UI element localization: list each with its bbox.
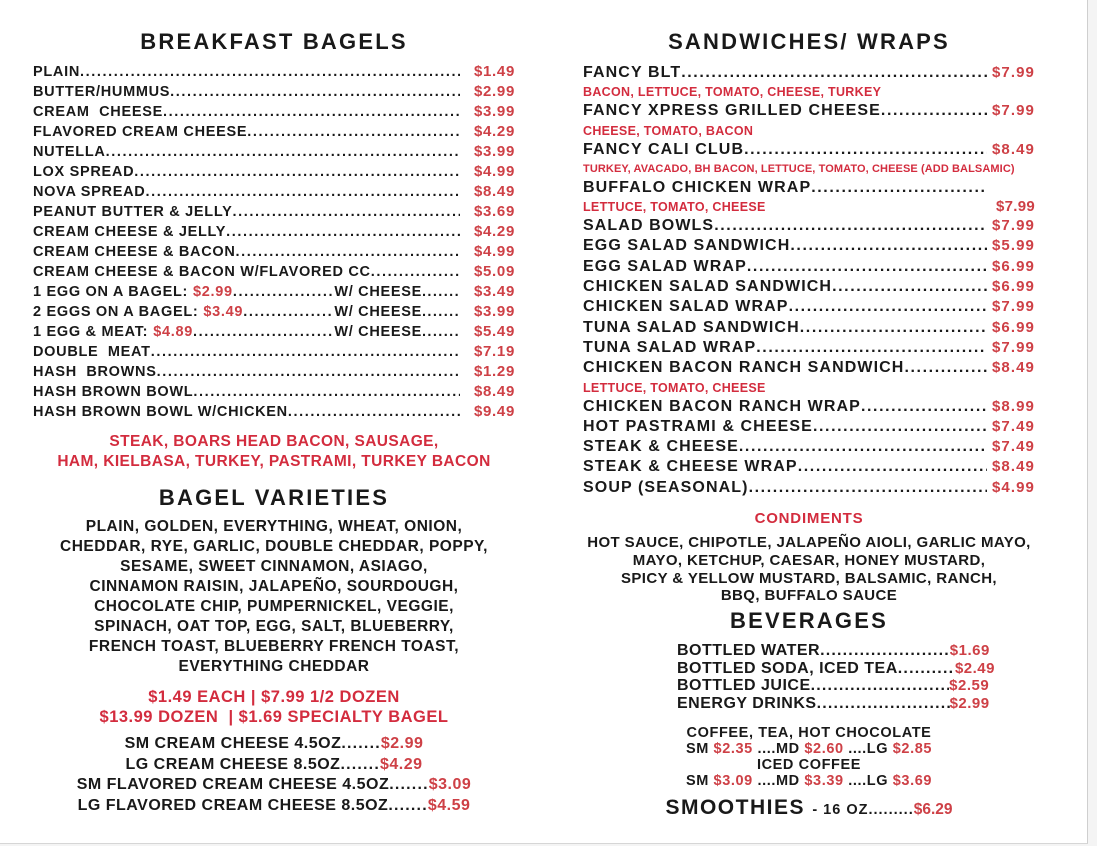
item-name: FANCY XPRESS GRILLED CHEESE — [583, 102, 881, 120]
size-label: SM — [685, 741, 714, 758]
dotted-leader — [747, 257, 987, 277]
item-price: $6.99 — [991, 257, 1035, 275]
item-price: $1.29 — [473, 363, 515, 380]
item-price: $7.99 — [991, 338, 1035, 356]
item-price: $2.99 — [380, 735, 424, 752]
item-price: $2.49 — [954, 659, 995, 677]
menu-item-row — [33, 122, 515, 142]
item-price: $7.99 — [995, 198, 1035, 216]
dotted-leader — [226, 222, 460, 242]
menu-item-row — [33, 362, 515, 382]
menu-item-row — [33, 242, 515, 262]
menu-item-row — [33, 342, 515, 362]
smoothies-item — [583, 796, 1035, 820]
menu-item-row — [33, 162, 515, 182]
item-description-row — [583, 122, 1035, 140]
condiment-line: MAYO, KETCHUP, CAESAR, HONEY MUSTARD, — [632, 551, 986, 569]
bagel-varieties-list — [33, 517, 515, 677]
item-description: CHEESE, TOMATO, BACON — [583, 123, 754, 138]
dotted-leader — [145, 182, 460, 202]
size-label: SM — [685, 773, 714, 790]
menu-item-row — [583, 257, 1035, 277]
item-price: $4.59 — [427, 796, 471, 814]
item-price: $5.09 — [473, 263, 515, 280]
item-name: PEANUT BUTTER & JELLY — [33, 204, 233, 220]
dotted-leader — [789, 297, 987, 317]
item-name: CREAM CHEESE & BACON — [33, 244, 236, 260]
item-price: $4.29 — [379, 755, 423, 773]
size-price: $3.09 — [713, 773, 753, 790]
cream-cheese-row — [33, 755, 515, 776]
item-name: HASH BROWN BOWL W/CHICKEN — [33, 404, 288, 420]
item-name: LOX SPREAD — [33, 164, 135, 180]
dotted-leader — [80, 62, 460, 82]
item-name: FANCY BLT — [583, 64, 682, 81]
menu-item-row — [583, 437, 1035, 457]
dotted-leader — [820, 642, 950, 660]
item-name: CHICKEN SALAD SANDWICH — [583, 278, 833, 296]
item-description: LETTUCE, TOMATO, CHEESE — [583, 380, 766, 395]
beverages-title: BEVERAGES — [730, 608, 888, 634]
menu-item-row — [33, 282, 515, 302]
item-price: $1.69 — [949, 642, 990, 660]
dotted-leader — [193, 382, 460, 402]
dotted-leader — [832, 277, 987, 297]
dotted-leader — [371, 262, 460, 282]
dotted-leader — [233, 282, 335, 302]
item-name: LG CREAM CHEESE 8.5OZ — [125, 755, 341, 773]
dotted-leader — [157, 362, 460, 382]
item-price: $3.99 — [473, 143, 515, 160]
item-price: $7.49 — [991, 417, 1035, 435]
item-description-row — [583, 83, 1035, 101]
menu-item-row — [583, 101, 1035, 121]
dotted-leader — [813, 417, 987, 437]
size-label: ....MD — [752, 773, 805, 790]
item-price: $8.99 — [991, 397, 1035, 415]
item-name: BUFFALO CHICKEN WRAP — [583, 178, 812, 196]
menu-item-row — [583, 236, 1035, 256]
item-name: BUTTER/HUMMUS — [33, 84, 171, 100]
menu-item-row — [33, 402, 515, 422]
item-inline-price: $3.49 — [203, 304, 244, 320]
item-price: $2.59 — [949, 677, 990, 695]
right-column — [583, 30, 1035, 820]
item-description-row — [583, 160, 1035, 178]
size-price: $3.69 — [892, 773, 933, 790]
item-price: $1.49 — [473, 63, 515, 80]
item-description-row — [583, 379, 1035, 397]
item-price: $7.99 — [991, 298, 1035, 316]
item-name: STEAK & CHEESE — [583, 438, 739, 456]
size-price: $2.35 — [713, 741, 753, 758]
item-price: $7.49 — [991, 438, 1035, 456]
item-price: $8.49 — [991, 140, 1035, 158]
item-inline-price: $2.99 — [193, 284, 233, 300]
menu-item-row — [583, 417, 1035, 437]
dotted-leader — [170, 82, 460, 102]
dotted-leader — [193, 322, 334, 342]
item-price: $7.99 — [991, 64, 1035, 81]
menu-item-row — [33, 322, 515, 342]
item-description: TURKEY, AVACADO, BH BACON, LETTUCE, TOMATO, CHEESE (ADD BALSAMIC) — [583, 162, 1015, 175]
dotted-leader — [749, 478, 987, 498]
dotted-leader — [790, 236, 987, 256]
item-mid-label: W/ CHEESE — [334, 324, 422, 340]
item-name: LG FLAVORED CREAM CHEESE 8.5OZ — [77, 796, 389, 814]
menu-item-row — [583, 63, 1035, 83]
item-price: $6.99 — [991, 318, 1035, 336]
item-name: HASH BROWNS — [33, 364, 157, 380]
beverages-list — [677, 642, 995, 712]
item-price: $2.99 — [473, 83, 515, 100]
dotted-leader — [681, 63, 987, 83]
item-price: $4.29 — [473, 123, 515, 140]
cream-cheese-pricing — [33, 734, 515, 816]
item-name: ENERGY DRINKS — [677, 694, 817, 712]
item-price: $4.99 — [473, 243, 515, 260]
dotted-leader — [811, 178, 987, 198]
item-name: TUNA SALAD WRAP — [583, 338, 757, 356]
item-name: NOVA SPREAD — [33, 184, 146, 200]
item-price: $3.99 — [473, 303, 515, 320]
item-name: SM FLAVORED CREAM CHEESE 4.5OZ — [76, 776, 390, 793]
item-name: BOTTLED SODA, ICED TEA — [677, 659, 898, 677]
item-name: HASH BROWN BOWL — [33, 384, 194, 400]
item-mid-label: W/ CHEESE — [334, 284, 422, 300]
meat-note-line: HAM, KIELBASA, TURKEY, PASTRAMI, TURKEY BACON — [57, 453, 491, 470]
menu-item-row — [583, 297, 1035, 317]
item-price: $3.49 — [473, 283, 515, 300]
item-price: $8.49 — [991, 458, 1035, 476]
item-price: $7.99 — [991, 217, 1035, 235]
bagel-pricing — [33, 687, 515, 727]
item-description: BACON, LETTUCE, TOMATO, CHEESE, TURKEY — [583, 85, 882, 100]
item-name: FANCY CALI CLUB — [583, 140, 745, 158]
menu-item-row — [33, 62, 515, 82]
coffee-header: COFFEE, TEA, HOT CHOCOLATE — [686, 725, 932, 742]
item-name: HOT PASTRAMI & CHEESE — [583, 417, 813, 435]
item-name: SM CREAM CHEESE 4.5OZ — [124, 735, 342, 752]
item-name: STEAK & CHEESE WRAP — [583, 458, 798, 476]
item-price: $7.19 — [473, 343, 515, 360]
condiments-list — [583, 534, 1035, 605]
dotted-leader — [756, 338, 987, 358]
dotted-leader — [232, 202, 460, 222]
item-price: $4.29 — [473, 223, 515, 240]
coffee-pricing — [583, 725, 1035, 789]
menu-item-row — [33, 82, 515, 102]
item-name: CREAM CHEESE & BACON W/FLAVORED CC — [33, 264, 371, 280]
item-mid-label: W/ CHEESE — [334, 304, 422, 320]
item-price: $7.99 — [991, 102, 1035, 120]
item-price: $6.99 — [991, 278, 1035, 296]
dotted-leader — [811, 677, 950, 695]
menu-item-row — [583, 318, 1035, 338]
smoothies-name: SMOOTHIES — [665, 796, 813, 820]
item-description: LETTUCE, TOMATO, CHEESE — [583, 200, 766, 215]
menu-item-row — [583, 338, 1035, 358]
menu-item-row — [583, 178, 1035, 198]
dotted-leader — [714, 216, 987, 236]
variety-line: CHEDDAR, RYE, GARLIC, DOUBLE CHEDDAR, POPPY, — [60, 538, 488, 555]
left-column — [33, 30, 515, 816]
item-name: 2 EGGS ON A BAGEL: — [33, 304, 199, 320]
breakfast-bagels-title: BREAKFAST BAGELS — [140, 29, 408, 54]
cream-cheese-row — [33, 796, 515, 817]
menu-item-row — [33, 302, 515, 322]
item-price: $4.99 — [473, 163, 515, 180]
condiments-title: CONDIMENTS — [754, 510, 864, 528]
menu-item-row — [677, 677, 990, 695]
item-price: $8.49 — [473, 183, 515, 200]
menu-item-row — [33, 222, 515, 242]
dotted-leader — [106, 142, 460, 162]
item-name: SOUP (SEASONAL) — [583, 478, 749, 496]
menu-item-row — [33, 202, 515, 222]
menu-item-row — [33, 262, 515, 282]
dotted-leader — [861, 397, 987, 417]
menu-item-row — [33, 102, 515, 122]
dotted-leader: ....... — [389, 776, 429, 793]
condiment-line: SPICY & YELLOW MUSTARD, BALSAMIC, RANCH, — [620, 569, 997, 587]
menu-item-row — [583, 358, 1035, 378]
item-name: FLAVORED CREAM CHEESE — [33, 124, 248, 140]
item-name: NUTELLA — [33, 144, 106, 160]
variety-line: FRENCH TOAST, BLUEBERRY FRENCH TOAST, — [88, 638, 460, 655]
dotted-leader — [739, 437, 987, 457]
item-price: $8.49 — [473, 383, 515, 400]
condiment-line: BBQ, BUFFALO SAUCE — [720, 587, 898, 605]
menu-item-row — [677, 659, 995, 678]
dotted-leader — [881, 101, 987, 121]
item-name: EGG SALAD SANDWICH — [583, 237, 791, 255]
menu-item-row — [33, 182, 515, 202]
variety-line: PLAIN, GOLDEN, EVERYTHING, WHEAT, ONION, — [85, 518, 463, 535]
item-price: $5.99 — [991, 237, 1035, 255]
item-price: $6.29 — [913, 801, 953, 819]
dotted-leader — [151, 342, 460, 362]
item-description-row — [583, 198, 1035, 216]
dotted-leader: ....... — [422, 324, 460, 340]
dotted-leader — [243, 302, 334, 322]
item-name: PLAIN — [33, 64, 80, 80]
menu-item-row — [677, 694, 990, 713]
cream-cheese-row — [33, 775, 515, 796]
size-price: $2.85 — [892, 741, 933, 758]
bagel-varieties-title: BAGEL VARIETIES — [158, 485, 390, 510]
item-price: $3.99 — [473, 103, 515, 120]
size-label: ....LG — [843, 773, 893, 790]
menu-item-row — [677, 642, 990, 660]
meat-options-note — [33, 432, 515, 472]
item-price: $5.49 — [473, 323, 515, 340]
dotted-leader — [800, 318, 987, 338]
item-price: $3.69 — [473, 203, 515, 220]
condiment-line: HOT SAUCE, CHIPOTLE, JALAPEÑO AIOLI, GARLIC MAYO, — [587, 534, 1031, 552]
item-name: CREAM CHEESE & JELLY — [33, 224, 227, 240]
menu-item-row — [583, 277, 1035, 297]
dotted-leader: ....... — [341, 735, 381, 752]
dotted-leader — [288, 402, 460, 422]
item-price: $4.99 — [991, 478, 1035, 496]
item-name: CHICKEN SALAD WRAP — [583, 298, 789, 316]
item-price: $8.49 — [991, 359, 1035, 377]
coffee-size-line — [583, 741, 1035, 757]
size-label: ....MD — [752, 741, 805, 758]
dotted-leader: ....... — [340, 755, 380, 773]
smoothies-size: - 16 OZ — [812, 802, 869, 819]
dotted-leader — [236, 242, 460, 262]
dotted-leader: ....... — [422, 284, 460, 300]
item-name: EGG SALAD WRAP — [583, 257, 747, 275]
variety-line: CHOCOLATE CHIP, PUMPERNICKEL, VEGGIE, — [94, 598, 454, 615]
item-name: CHICKEN BACON RANCH SANDWICH — [583, 359, 905, 377]
bagel-price-line: $13.99 DOZEN | $1.69 SPECIALTY BAGEL — [99, 708, 449, 726]
item-name: TUNA SALAD SANDWICH — [583, 318, 800, 336]
coffee-header: ICED COFFEE — [756, 757, 862, 774]
item-name: SALAD BOWLS — [583, 217, 715, 235]
cream-cheese-row — [33, 734, 515, 755]
menu-item-row — [583, 140, 1035, 160]
item-name: 1 EGG ON A BAGEL: — [33, 284, 189, 300]
dotted-leader: ......... — [868, 802, 914, 819]
item-name: CHICKEN BACON RANCH WRAP — [583, 397, 861, 415]
size-price: $2.60 — [804, 741, 844, 758]
dotted-leader — [163, 102, 460, 122]
dotted-leader — [817, 695, 950, 713]
dotted-leader — [134, 162, 460, 182]
item-name: BOTTLED JUICE — [677, 677, 811, 695]
sandwiches-list — [583, 63, 1035, 498]
item-price: $9.49 — [473, 403, 515, 420]
item-name: CREAM CHEESE — [33, 104, 163, 120]
dotted-leader — [904, 358, 987, 378]
item-price: $3.09 — [428, 776, 472, 793]
breakfast-bagels-list — [33, 62, 515, 422]
size-label: ....LG — [843, 741, 893, 758]
sandwiches-title: SANDWICHES/ WRAPS — [668, 29, 950, 54]
dotted-leader — [798, 457, 987, 477]
menu-item-row — [33, 142, 515, 162]
dotted-leader — [744, 140, 987, 160]
item-inline-price: $4.89 — [153, 324, 193, 340]
item-name: 1 EGG & MEAT: — [33, 324, 149, 340]
dotted-leader — [247, 122, 460, 142]
dotted-leader — [898, 660, 955, 678]
variety-line: SPINACH, OAT TOP, EGG, SALT, BLUEBERRY, — [94, 618, 454, 635]
menu-item-row — [583, 216, 1035, 236]
meat-note-line: STEAK, BOARS HEAD BACON, SAUSAGE, — [109, 433, 439, 450]
coffee-size-line — [583, 773, 1035, 789]
item-name: DOUBLE MEAT — [33, 344, 151, 360]
menu-item-row — [583, 457, 1035, 477]
item-price: $2.99 — [949, 694, 990, 712]
dotted-leader: ....... — [388, 796, 428, 814]
variety-line: SESAME, SWEET CINNAMON, ASIAGO, — [120, 558, 428, 575]
menu-item-row — [33, 382, 515, 402]
variety-line: EVERYTHING CHEDDAR — [178, 658, 370, 675]
variety-line: CINNAMON RAISIN, JALAPEÑO, SOURDOUGH, — [89, 578, 459, 595]
dotted-leader: ....... — [422, 304, 460, 320]
item-name: BOTTLED WATER — [677, 642, 821, 660]
bagel-price-line: $1.49 EACH | $7.99 1/2 DOZEN — [148, 688, 400, 706]
menu-item-row — [583, 478, 1035, 498]
menu-item-row — [583, 397, 1035, 417]
size-price: $3.39 — [804, 773, 844, 790]
